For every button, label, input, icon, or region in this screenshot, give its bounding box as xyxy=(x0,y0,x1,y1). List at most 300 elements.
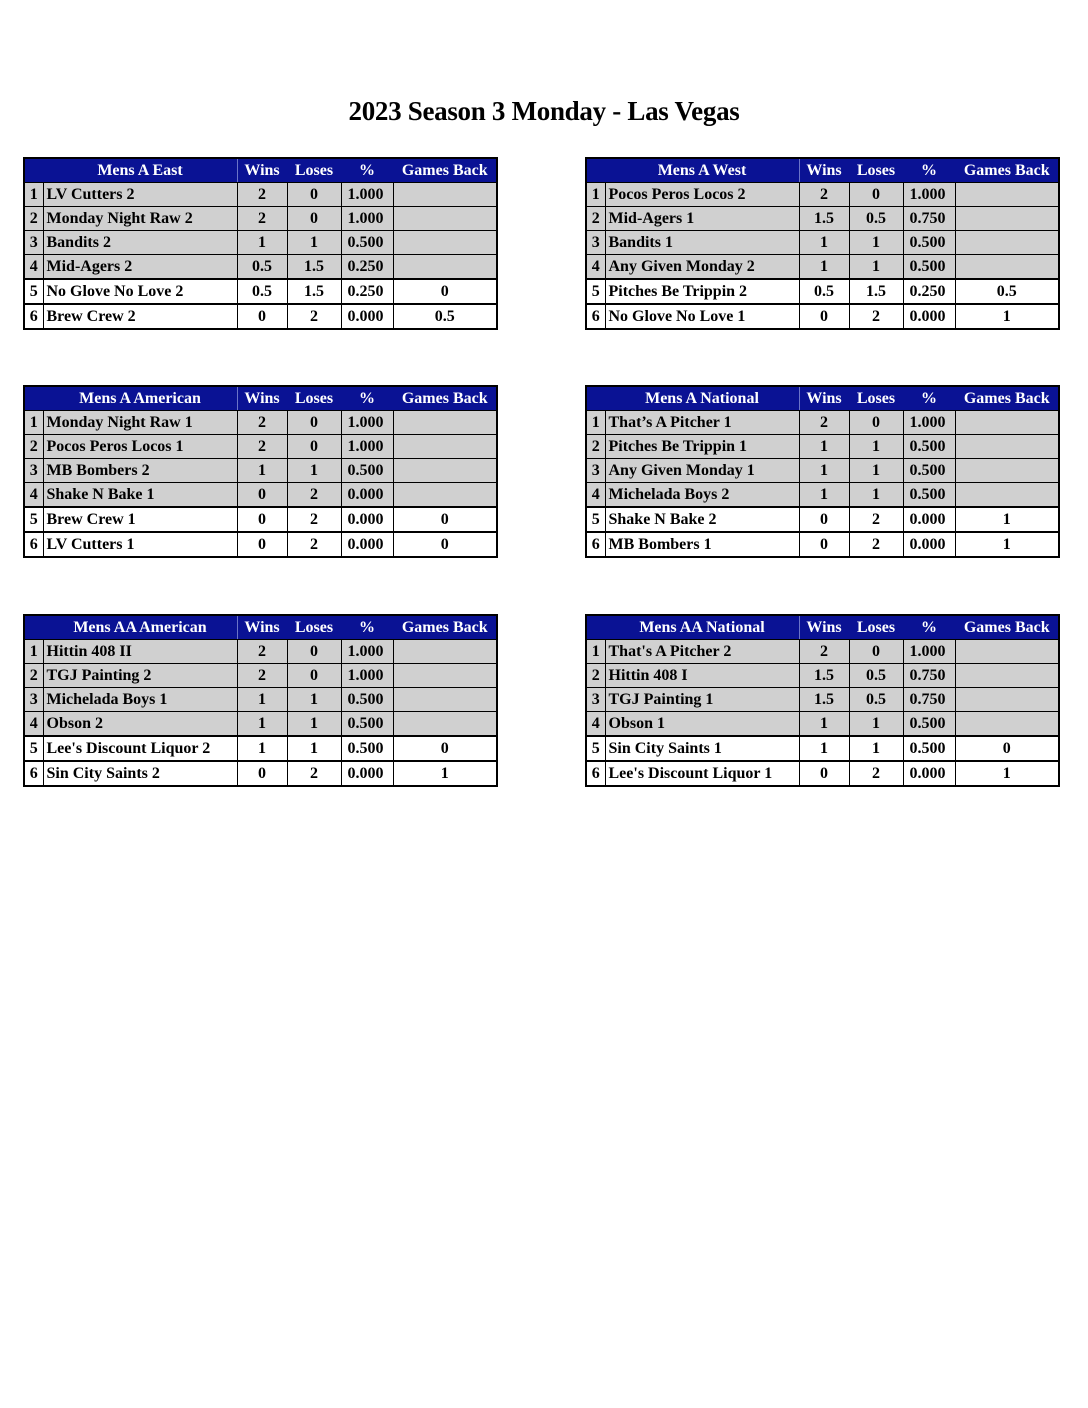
rank-cell: 6 xyxy=(24,532,43,557)
rank-cell: 5 xyxy=(586,507,605,532)
team-cell: Sin City Saints 2 xyxy=(43,761,237,786)
wins-cell: 1 xyxy=(237,712,287,737)
loses-header: Loses xyxy=(287,386,341,411)
table-row xyxy=(586,532,1059,557)
rank-cell: 5 xyxy=(586,736,605,761)
team-cell: Michelada Boys 2 xyxy=(605,483,799,508)
division-table xyxy=(23,385,498,558)
wins-cell: 1.5 xyxy=(799,664,849,688)
loses-cell: 1 xyxy=(287,736,341,761)
table-row xyxy=(586,736,1059,761)
pct-cell: 0.750 xyxy=(903,688,955,712)
games-back-cell xyxy=(955,183,1059,207)
team-cell: Obson 1 xyxy=(605,712,799,737)
division-name: Mens A East xyxy=(43,158,237,183)
team-cell: Mid-Agers 1 xyxy=(605,207,799,231)
games-back-cell xyxy=(393,207,497,231)
loses-cell: 1 xyxy=(287,688,341,712)
rank-header xyxy=(24,386,43,411)
team-cell: MB Bombers 1 xyxy=(605,532,799,557)
rank-cell: 1 xyxy=(586,640,605,664)
rank-cell: 4 xyxy=(586,712,605,737)
rank-cell: 3 xyxy=(586,688,605,712)
table-row xyxy=(586,507,1059,532)
games-back-cell xyxy=(955,483,1059,508)
table-row xyxy=(24,231,497,255)
games-back-cell: 0 xyxy=(393,507,497,532)
pct-cell: 0.500 xyxy=(903,712,955,737)
table-row xyxy=(24,255,497,280)
pct-cell: 0.500 xyxy=(341,736,393,761)
pct-cell: 1.000 xyxy=(341,207,393,231)
loses-cell: 0 xyxy=(287,411,341,435)
wins-cell: 0 xyxy=(237,304,287,329)
team-cell: That’s A Pitcher 1 xyxy=(605,411,799,435)
wins-cell: 1 xyxy=(237,231,287,255)
table-row xyxy=(586,483,1059,508)
team-cell: Brew Crew 1 xyxy=(43,507,237,532)
loses-cell: 2 xyxy=(849,507,903,532)
loses-cell: 1.5 xyxy=(287,255,341,280)
division-name: Mens A National xyxy=(605,386,799,411)
games-back-cell: 0.5 xyxy=(955,279,1059,304)
loses-header: Loses xyxy=(849,386,903,411)
rank-cell: 6 xyxy=(586,532,605,557)
division-table xyxy=(585,385,1060,558)
table-row xyxy=(586,279,1059,304)
team-cell: Obson 2 xyxy=(43,712,237,737)
header-row xyxy=(24,386,497,411)
table-row xyxy=(24,411,497,435)
table-row xyxy=(586,435,1059,459)
loses-cell: 1.5 xyxy=(849,279,903,304)
team-cell: LV Cutters 2 xyxy=(43,183,237,207)
rank-cell: 1 xyxy=(24,183,43,207)
wins-cell: 0 xyxy=(237,532,287,557)
team-cell: Monday Night Raw 2 xyxy=(43,207,237,231)
table-row xyxy=(24,736,497,761)
wins-cell: 2 xyxy=(237,640,287,664)
games-back-cell: 1 xyxy=(955,507,1059,532)
wins-cell: 1 xyxy=(799,231,849,255)
pct-cell: 1.000 xyxy=(903,640,955,664)
rank-cell: 6 xyxy=(24,304,43,329)
team-cell: LV Cutters 1 xyxy=(43,532,237,557)
games-back-cell xyxy=(393,411,497,435)
team-cell: Any Given Monday 1 xyxy=(605,459,799,483)
pct-cell: 0.250 xyxy=(903,279,955,304)
wins-cell: 1 xyxy=(799,435,849,459)
table-row xyxy=(24,207,497,231)
pct-cell: 0.000 xyxy=(341,483,393,508)
wins-header: Wins xyxy=(237,386,287,411)
loses-cell: 2 xyxy=(287,304,341,329)
division-table xyxy=(585,614,1060,787)
games-back-header: Games Back xyxy=(955,386,1059,411)
games-back-cell xyxy=(393,688,497,712)
rank-header xyxy=(586,158,605,183)
games-back-cell xyxy=(955,435,1059,459)
header-row xyxy=(24,158,497,183)
games-back-cell: 0 xyxy=(393,279,497,304)
table-row xyxy=(586,761,1059,786)
rank-cell: 3 xyxy=(24,231,43,255)
team-cell: Shake N Bake 2 xyxy=(605,507,799,532)
wins-cell: 1 xyxy=(799,736,849,761)
rank-header xyxy=(24,615,43,640)
pct-header: % xyxy=(903,158,955,183)
loses-cell: 0 xyxy=(287,207,341,231)
games-back-cell xyxy=(393,640,497,664)
loses-cell: 0 xyxy=(849,411,903,435)
pct-cell: 0.500 xyxy=(903,231,955,255)
team-cell: Brew Crew 2 xyxy=(43,304,237,329)
pct-cell: 0.500 xyxy=(903,483,955,508)
rank-cell: 4 xyxy=(24,255,43,280)
rank-cell: 4 xyxy=(586,255,605,280)
page-title: 2023 Season 3 Monday - Las Vegas xyxy=(348,96,740,126)
table-row xyxy=(586,231,1059,255)
rank-header xyxy=(586,615,605,640)
table-row xyxy=(586,712,1059,737)
loses-cell: 0.5 xyxy=(849,688,903,712)
loses-cell: 1 xyxy=(849,459,903,483)
games-back-cell xyxy=(955,664,1059,688)
games-back-cell xyxy=(955,231,1059,255)
loses-cell: 1 xyxy=(849,736,903,761)
rank-cell: 1 xyxy=(24,411,43,435)
table-row xyxy=(586,255,1059,280)
wins-cell: 1 xyxy=(799,459,849,483)
wins-cell: 0.5 xyxy=(237,255,287,280)
rank-cell: 6 xyxy=(586,304,605,329)
games-back-cell xyxy=(393,435,497,459)
pct-cell: 0.500 xyxy=(341,459,393,483)
pct-cell: 1.000 xyxy=(341,435,393,459)
pct-cell: 0.500 xyxy=(903,459,955,483)
rank-cell: 5 xyxy=(24,736,43,761)
rank-cell: 1 xyxy=(24,640,43,664)
wins-cell: 1.5 xyxy=(799,207,849,231)
games-back-cell xyxy=(393,459,497,483)
header-row xyxy=(586,615,1059,640)
pct-cell: 0.250 xyxy=(341,279,393,304)
pct-cell: 1.000 xyxy=(903,183,955,207)
wins-cell: 2 xyxy=(237,664,287,688)
pct-cell: 0.250 xyxy=(341,255,393,280)
team-cell: Pitches Be Trippin 2 xyxy=(605,279,799,304)
rank-cell: 2 xyxy=(24,664,43,688)
table-row xyxy=(586,183,1059,207)
games-back-cell xyxy=(393,255,497,280)
rank-cell: 5 xyxy=(586,279,605,304)
table-row xyxy=(24,712,497,737)
team-cell: TGJ Painting 2 xyxy=(43,664,237,688)
wins-header: Wins xyxy=(799,386,849,411)
table-row xyxy=(24,183,497,207)
games-back-header: Games Back xyxy=(393,158,497,183)
loses-cell: 2 xyxy=(849,761,903,786)
pct-cell: 0.750 xyxy=(903,664,955,688)
table-row xyxy=(586,207,1059,231)
games-back-cell xyxy=(393,483,497,508)
table-row xyxy=(586,640,1059,664)
team-cell: Any Given Monday 2 xyxy=(605,255,799,280)
wins-cell: 2 xyxy=(237,183,287,207)
rank-cell: 2 xyxy=(586,664,605,688)
division-name: Mens A American xyxy=(43,386,237,411)
table-row xyxy=(24,688,497,712)
games-back-cell xyxy=(955,459,1059,483)
loses-cell: 2 xyxy=(287,507,341,532)
loses-cell: 1 xyxy=(849,231,903,255)
wins-header: Wins xyxy=(799,158,849,183)
loses-header: Loses xyxy=(287,158,341,183)
pct-cell: 0.500 xyxy=(903,736,955,761)
wins-header: Wins xyxy=(237,615,287,640)
rank-cell: 5 xyxy=(24,507,43,532)
table-row xyxy=(24,435,497,459)
loses-cell: 0 xyxy=(287,664,341,688)
wins-cell: 0.5 xyxy=(237,279,287,304)
games-back-cell: 0 xyxy=(955,736,1059,761)
pct-cell: 0.000 xyxy=(341,507,393,532)
games-back-cell xyxy=(955,688,1059,712)
loses-cell: 2 xyxy=(849,304,903,329)
division-table xyxy=(585,157,1060,330)
loses-cell: 1 xyxy=(287,459,341,483)
rank-cell: 4 xyxy=(24,712,43,737)
team-cell: Shake N Bake 1 xyxy=(43,483,237,508)
division-name: Mens AA National xyxy=(605,615,799,640)
header-row xyxy=(24,615,497,640)
pct-cell: 1.000 xyxy=(903,411,955,435)
table-row xyxy=(24,664,497,688)
team-cell: No Glove No Love 2 xyxy=(43,279,237,304)
loses-cell: 1 xyxy=(849,483,903,508)
division-name: Mens A West xyxy=(605,158,799,183)
rank-cell: 2 xyxy=(24,207,43,231)
loses-cell: 1 xyxy=(287,712,341,737)
team-cell: Hittin 408 II xyxy=(43,640,237,664)
games-back-header: Games Back xyxy=(393,386,497,411)
table-row xyxy=(24,640,497,664)
team-cell: TGJ Painting 1 xyxy=(605,688,799,712)
games-back-cell xyxy=(393,231,497,255)
rank-cell: 4 xyxy=(24,483,43,508)
pct-cell: 0.500 xyxy=(341,712,393,737)
pct-cell: 0.500 xyxy=(341,688,393,712)
team-cell: Bandits 1 xyxy=(605,231,799,255)
pct-cell: 0.000 xyxy=(341,304,393,329)
rank-header xyxy=(586,386,605,411)
wins-cell: 0 xyxy=(799,761,849,786)
loses-cell: 1 xyxy=(849,712,903,737)
rank-cell: 3 xyxy=(586,231,605,255)
loses-cell: 0.5 xyxy=(849,207,903,231)
wins-cell: 0 xyxy=(237,483,287,508)
pct-cell: 0.000 xyxy=(903,761,955,786)
games-back-cell: 1 xyxy=(955,304,1059,329)
loses-cell: 0.5 xyxy=(849,664,903,688)
pct-cell: 0.500 xyxy=(903,255,955,280)
wins-cell: 2 xyxy=(799,183,849,207)
table-row xyxy=(24,761,497,786)
wins-cell: 1 xyxy=(799,255,849,280)
games-back-cell: 0 xyxy=(393,736,497,761)
team-cell: Michelada Boys 1 xyxy=(43,688,237,712)
games-back-cell: 1 xyxy=(955,532,1059,557)
rank-cell: 1 xyxy=(586,411,605,435)
wins-cell: 2 xyxy=(237,435,287,459)
division-table xyxy=(23,157,498,330)
games-back-cell xyxy=(393,664,497,688)
wins-cell: 0 xyxy=(799,532,849,557)
rank-cell: 4 xyxy=(586,483,605,508)
pct-cell: 0.000 xyxy=(903,304,955,329)
loses-cell: 1 xyxy=(849,435,903,459)
loses-cell: 2 xyxy=(849,532,903,557)
wins-cell: 0 xyxy=(237,507,287,532)
games-back-header: Games Back xyxy=(955,158,1059,183)
loses-cell: 0 xyxy=(849,183,903,207)
pct-cell: 0.000 xyxy=(341,761,393,786)
loses-cell: 0 xyxy=(287,183,341,207)
loses-cell: 1 xyxy=(287,231,341,255)
pct-cell: 0.000 xyxy=(903,507,955,532)
team-cell: Lee's Discount Liquor 2 xyxy=(43,736,237,761)
wins-cell: 0 xyxy=(799,304,849,329)
games-back-cell xyxy=(955,411,1059,435)
team-cell: Monday Night Raw 1 xyxy=(43,411,237,435)
pct-cell: 1.000 xyxy=(341,411,393,435)
rank-cell: 5 xyxy=(24,279,43,304)
pct-header: % xyxy=(903,615,955,640)
wins-header: Wins xyxy=(237,158,287,183)
table-row xyxy=(24,483,497,508)
games-back-header: Games Back xyxy=(393,615,497,640)
pct-cell: 1.000 xyxy=(341,664,393,688)
rank-cell: 6 xyxy=(24,761,43,786)
wins-cell: 1 xyxy=(799,483,849,508)
wins-cell: 1 xyxy=(237,736,287,761)
pct-cell: 0.750 xyxy=(903,207,955,231)
table-row xyxy=(24,459,497,483)
wins-cell: 1 xyxy=(237,459,287,483)
team-cell: Bandits 2 xyxy=(43,231,237,255)
table-row xyxy=(24,304,497,329)
wins-cell: 1 xyxy=(237,688,287,712)
wins-cell: 2 xyxy=(799,640,849,664)
pct-cell: 1.000 xyxy=(341,640,393,664)
team-cell: Pocos Peros Locos 2 xyxy=(605,183,799,207)
loses-cell: 2 xyxy=(287,483,341,508)
division-table xyxy=(23,614,498,787)
table-row xyxy=(586,411,1059,435)
team-cell: Pitches Be Trippin 1 xyxy=(605,435,799,459)
games-back-cell xyxy=(955,255,1059,280)
table-row xyxy=(586,688,1059,712)
division-name: Mens AA American xyxy=(43,615,237,640)
rank-cell: 2 xyxy=(24,435,43,459)
team-cell: Sin City Saints 1 xyxy=(605,736,799,761)
team-cell: Hittin 408 I xyxy=(605,664,799,688)
pct-cell: 0.000 xyxy=(903,532,955,557)
pct-cell: 1.000 xyxy=(341,183,393,207)
rank-header xyxy=(24,158,43,183)
games-back-cell: 0 xyxy=(393,532,497,557)
games-back-cell xyxy=(955,640,1059,664)
rank-cell: 1 xyxy=(586,183,605,207)
rank-cell: 6 xyxy=(586,761,605,786)
loses-header: Loses xyxy=(849,615,903,640)
wins-cell: 1 xyxy=(799,712,849,737)
rank-cell: 2 xyxy=(586,435,605,459)
loses-header: Loses xyxy=(849,158,903,183)
games-back-cell: 1 xyxy=(955,761,1059,786)
wins-cell: 2 xyxy=(237,411,287,435)
header-row xyxy=(586,386,1059,411)
games-back-cell xyxy=(955,712,1059,737)
table-row xyxy=(586,304,1059,329)
games-back-cell: 0.5 xyxy=(393,304,497,329)
rank-cell: 3 xyxy=(24,688,43,712)
pct-cell: 0.500 xyxy=(341,231,393,255)
wins-cell: 1.5 xyxy=(799,688,849,712)
table-row xyxy=(24,279,497,304)
loses-cell: 1.5 xyxy=(287,279,341,304)
table-row xyxy=(24,507,497,532)
games-back-cell: 1 xyxy=(393,761,497,786)
wins-cell: 2 xyxy=(799,411,849,435)
loses-cell: 0 xyxy=(287,640,341,664)
table-row xyxy=(586,664,1059,688)
table-row xyxy=(24,532,497,557)
loses-cell: 2 xyxy=(287,761,341,786)
team-cell: No Glove No Love 1 xyxy=(605,304,799,329)
games-back-cell xyxy=(955,207,1059,231)
rank-cell: 3 xyxy=(586,459,605,483)
wins-cell: 0 xyxy=(799,507,849,532)
team-cell: Lee's Discount Liquor 1 xyxy=(605,761,799,786)
pct-header: % xyxy=(903,386,955,411)
pct-cell: 0.000 xyxy=(341,532,393,557)
wins-header: Wins xyxy=(799,615,849,640)
header-row xyxy=(586,158,1059,183)
rank-cell: 2 xyxy=(586,207,605,231)
pct-header: % xyxy=(341,158,393,183)
wins-cell: 2 xyxy=(237,207,287,231)
team-cell: Mid-Agers 2 xyxy=(43,255,237,280)
games-back-cell xyxy=(393,712,497,737)
rank-cell: 3 xyxy=(24,459,43,483)
loses-cell: 0 xyxy=(287,435,341,459)
games-back-cell xyxy=(393,183,497,207)
loses-header: Loses xyxy=(287,615,341,640)
loses-cell: 1 xyxy=(849,255,903,280)
table-row xyxy=(586,459,1059,483)
pct-header: % xyxy=(341,386,393,411)
team-cell: That's A Pitcher 2 xyxy=(605,640,799,664)
pct-header: % xyxy=(341,615,393,640)
loses-cell: 2 xyxy=(287,532,341,557)
pct-cell: 0.500 xyxy=(903,435,955,459)
team-cell: Pocos Peros Locos 1 xyxy=(43,435,237,459)
loses-cell: 0 xyxy=(849,640,903,664)
wins-cell: 0.5 xyxy=(799,279,849,304)
games-back-header: Games Back xyxy=(955,615,1059,640)
wins-cell: 0 xyxy=(237,761,287,786)
